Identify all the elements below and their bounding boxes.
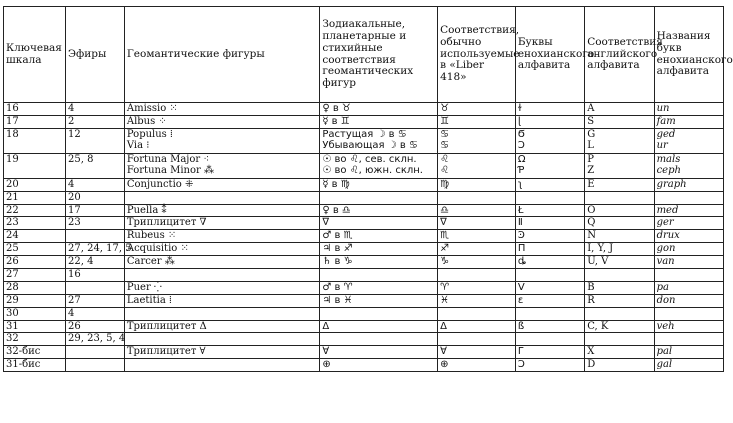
geomantic-figure-cell: Puella ⁑: [124, 204, 320, 217]
geomantic-figure-cell-line-1: Fortuna Major ⁖: [126, 153, 210, 165]
key-scale-cell: 32: [4, 333, 66, 346]
zodiac-cell: [320, 333, 438, 346]
aethyr-cell: 27, 24, 17, 5: [66, 243, 125, 256]
zodiac-cell: [320, 191, 438, 204]
geomantic-figure-cell: [124, 153, 320, 178]
enochian-letter-cell: ε: [515, 294, 584, 307]
geomantic-figure-cell: [124, 128, 320, 153]
enochian-letter-cell: Ⅱ: [515, 217, 584, 230]
aethyr-cell: [66, 281, 125, 294]
table-row: [4, 191, 724, 204]
geomantic-figure-cell: Laetitia ⁞: [124, 294, 320, 307]
liber-cell: ⊕: [438, 359, 516, 372]
enochian-name-cell: [654, 128, 723, 153]
english-letter-cell: O: [585, 204, 654, 217]
english-letter-cell: R: [585, 294, 654, 307]
table-row: [4, 281, 724, 294]
liber-cell: ♏: [438, 230, 516, 243]
key-scale-cell: 30: [4, 307, 66, 320]
table-row: [4, 333, 724, 346]
geomantic-figure-cell: [124, 191, 320, 204]
enochian-letter-cell: [515, 191, 584, 204]
zodiac-cell: ⊕: [320, 359, 438, 372]
aethyr-cell: 12: [66, 128, 125, 153]
english-letter-cell: I, Y, J: [585, 243, 654, 256]
geomantic-figure-cell: Acquisitio ⁙: [124, 243, 320, 256]
english-letter-cell: C, K: [585, 320, 654, 333]
aethyr-cell: 23: [66, 217, 125, 230]
enochian-letter-cell: [515, 333, 584, 346]
liber-cell: ♓: [438, 294, 516, 307]
aethyr-cell: 27: [66, 294, 125, 307]
enochian-name-cell: [654, 307, 723, 320]
liber-cell: ∇: [438, 217, 516, 230]
english-letter-cell-line-2: L: [587, 139, 594, 151]
table-row: [4, 103, 724, 116]
key-scale-cell: 29: [4, 294, 66, 307]
enochian-name-cell: gon: [654, 243, 723, 256]
english-letter-cell: [585, 153, 654, 178]
key-scale-cell: 20: [4, 178, 66, 191]
enochian-name-cell: graph: [654, 178, 723, 191]
enochian-letter-cell-line-2: Ͻ: [517, 139, 525, 151]
liber-cell: [438, 191, 516, 204]
geomantic-figure-cell: Триплицитет ∇: [124, 217, 320, 230]
aethyr-cell: [66, 359, 125, 372]
enochian-letter-cell: Ͽ: [515, 230, 584, 243]
liber-cell: ♎: [438, 204, 516, 217]
aethyr-cell: 16: [66, 269, 125, 282]
zodiac-cell: [320, 153, 438, 178]
zodiac-cell-line-1: ☉ во ♌, сев. склн.: [322, 153, 417, 165]
zodiac-cell: ♂ в ♈: [320, 281, 438, 294]
enochian-letter-cell: V: [515, 281, 584, 294]
enochian-letter-cell-line-1: Ϭ: [517, 128, 525, 140]
header-geomantic-figures: Геомантические фигуры: [124, 7, 320, 103]
geomantic-figure-cell: Carcer ⁂: [124, 256, 320, 269]
geomantic-figure-cell: Albus ⁘: [124, 115, 320, 128]
enochian-letter-cell: ɫ: [515, 103, 584, 116]
aethyr-cell: 26: [66, 320, 125, 333]
enochian-name-cell: fam: [654, 115, 723, 128]
aethyr-cell: 20: [66, 191, 125, 204]
geomantic-figure-cell: [124, 333, 320, 346]
table-row: [4, 153, 724, 178]
english-letter-cell: Q: [585, 217, 654, 230]
aethyr-cell: 4: [66, 307, 125, 320]
enochian-letter-cell: ß: [515, 320, 584, 333]
liber-cell-line-1: ♋: [440, 128, 450, 140]
header-row: [4, 7, 724, 103]
enochian-letter-cell: Ɔ: [515, 359, 584, 372]
liber-cell: ♍: [438, 178, 516, 191]
header-key-scale: Ключевая шкала: [4, 7, 66, 103]
enochian-name-cell: ger: [654, 217, 723, 230]
geomantic-figure-cell: [124, 269, 320, 282]
aethyr-cell: 2: [66, 115, 125, 128]
english-letter-cell-line-1: G: [587, 128, 596, 140]
english-letter-cell-line-1: P: [587, 153, 594, 165]
aethyr-cell: 29, 23, 5, 4: [66, 333, 125, 346]
zodiac-cell: ♃ в ♐: [320, 243, 438, 256]
enochian-name-cell: don: [654, 294, 723, 307]
table-row: [4, 128, 724, 153]
liber-cell: [438, 128, 516, 153]
enochian-letter-cell: ʅ: [515, 178, 584, 191]
aethyr-cell: 4: [66, 103, 125, 116]
enochian-letter-cell: [515, 153, 584, 178]
english-letter-cell: E: [585, 178, 654, 191]
aethyr-cell: [66, 346, 125, 359]
key-scale-cell: 25: [4, 243, 66, 256]
liber-cell: Δ: [438, 320, 516, 333]
liber-cell-line-1: ♌: [440, 153, 450, 165]
liber-cell: ♑: [438, 256, 516, 269]
english-letter-cell: [585, 128, 654, 153]
english-letter-cell: D: [585, 359, 654, 372]
header-aethyrs: Эфиры: [66, 7, 125, 103]
enochian-letter-cell-line-1: Ω: [517, 153, 526, 165]
enochian-name-cell: [654, 269, 723, 282]
enochian-name-cell: van: [654, 256, 723, 269]
geomantic-figure-cell: Rubeus ⁙: [124, 230, 320, 243]
english-letter-cell: S: [585, 115, 654, 128]
geomantic-figure-cell: Amissio ⁙: [124, 103, 320, 116]
table-row: [4, 346, 724, 359]
zodiac-cell: ☿ в ♊: [320, 115, 438, 128]
liber-cell: ♊: [438, 115, 516, 128]
key-scale-cell: 18: [4, 128, 66, 153]
key-scale-cell: 16: [4, 103, 66, 116]
enochian-letter-cell-line-2: Ƥ: [517, 164, 525, 176]
geomantic-figure-cell-line-2: Fortuna Minor ⁂: [126, 164, 214, 176]
zodiac-cell-line-1: Растущая ☽ в ♋: [322, 128, 407, 140]
table-row: [4, 307, 724, 320]
aethyr-cell: 4: [66, 178, 125, 191]
header-enochian-letters: Буквы енохианского алфавита: [515, 7, 584, 103]
table-row: [4, 256, 724, 269]
zodiac-cell: ♄ в ♑: [320, 256, 438, 269]
table-row: [4, 115, 724, 128]
key-scale-cell: 24: [4, 230, 66, 243]
table-row: [4, 230, 724, 243]
table-body: [4, 103, 724, 372]
liber-cell: [438, 333, 516, 346]
enochian-name-cell: veh: [654, 320, 723, 333]
english-letter-cell: N: [585, 230, 654, 243]
english-letter-cell: U, V: [585, 256, 654, 269]
key-scale-cell: 19: [4, 153, 66, 178]
key-scale-cell: 32-бис: [4, 346, 66, 359]
enochian-name-cell: pal: [654, 346, 723, 359]
table-row: [4, 217, 724, 230]
table-row: [4, 320, 724, 333]
geomantic-figure-cell: Триплицитет Δ: [124, 320, 320, 333]
enochian-name-cell: [654, 153, 723, 178]
aethyr-cell: [66, 230, 125, 243]
english-letter-cell: [585, 191, 654, 204]
table-row: [4, 359, 724, 372]
table-row: [4, 204, 724, 217]
aethyr-cell: 22, 4: [66, 256, 125, 269]
zodiac-cell: ♀ в ♎: [320, 204, 438, 217]
enochian-name-cell: un: [654, 103, 723, 116]
zodiac-cell: [320, 128, 438, 153]
zodiac-cell: ♀ в ♉: [320, 103, 438, 116]
geomantic-figure-cell-line-2: Via ⁝: [126, 139, 150, 151]
enochian-name-cell-line-2: ceph: [656, 164, 681, 176]
geomantic-figure-cell: [124, 307, 320, 320]
enochian-name-cell: pa: [654, 281, 723, 294]
zodiac-cell-line-2: Убывающая ☽ в ♋: [322, 139, 418, 151]
enochian-letter-cell: Π: [515, 243, 584, 256]
liber-cell: ♈: [438, 281, 516, 294]
english-letter-cell: [585, 333, 654, 346]
key-scale-cell: 26: [4, 256, 66, 269]
english-letter-cell: A: [585, 103, 654, 116]
english-letter-cell: B: [585, 281, 654, 294]
enochian-letter-cell: [515, 269, 584, 282]
zodiac-cell: ♃ в ♓: [320, 294, 438, 307]
enochian-name-cell-line-2: ur: [656, 139, 668, 151]
enochian-letter-cell: [515, 307, 584, 320]
liber-cell: ♐: [438, 243, 516, 256]
zodiac-cell: Δ: [320, 320, 438, 333]
enochian-letter-cell: Γ: [515, 346, 584, 359]
geomantic-figure-cell: Триплицитет ∀: [124, 346, 320, 359]
geomantic-figure-cell: Conjunctio ⁜: [124, 178, 320, 191]
zodiac-cell: ∇: [320, 217, 438, 230]
liber-cell: [438, 153, 516, 178]
enochian-letter-cell: ȡ: [515, 256, 584, 269]
enochian-letter-cell: Ł: [515, 204, 584, 217]
enochian-letter-cell: ɭ: [515, 115, 584, 128]
table-row: [4, 269, 724, 282]
zodiac-cell: ♂ в ♏: [320, 230, 438, 243]
header-enochian-names: Названия букв енохианского алфавита: [654, 7, 723, 103]
key-scale-cell: 21: [4, 191, 66, 204]
table-row: [4, 178, 724, 191]
key-scale-cell: 23: [4, 217, 66, 230]
aethyr-cell: 17: [66, 204, 125, 217]
header-zodiac-correspondences: Зодиакальные, планетарные и стихийные соответствия геомантических фигур: [320, 7, 438, 103]
aethyr-cell: 25, 8: [66, 153, 125, 178]
enochian-name-cell: [654, 333, 723, 346]
enochian-name-cell-line-1: ged: [656, 128, 676, 140]
enochian-name-cell: gal: [654, 359, 723, 372]
geomantic-figure-cell-line-1: Populus ⁞: [126, 128, 173, 140]
liber-cell-line-2: ♌: [440, 164, 450, 176]
liber-cell: [438, 307, 516, 320]
key-scale-cell: 27: [4, 269, 66, 282]
enochian-name-cell: med: [654, 204, 723, 217]
key-scale-cell: 22: [4, 204, 66, 217]
liber-cell: [438, 269, 516, 282]
key-scale-cell: 31: [4, 320, 66, 333]
key-scale-cell: 28: [4, 281, 66, 294]
liber-cell-line-2: ♋: [440, 139, 450, 151]
header-english-letters: Соответствия английского алфавита: [585, 7, 654, 103]
header-liber-418: Соответствия, обычно используемые в «Liber 418»: [438, 7, 516, 103]
table-row: [4, 294, 724, 307]
zodiac-cell: ☿ в ♍: [320, 178, 438, 191]
zodiac-cell-line-2: ☉ во ♌, южн. склн.: [322, 164, 423, 176]
correspondence-table: [3, 6, 733, 372]
geomantic-figure-cell: Puer ⁛: [124, 281, 320, 294]
key-scale-cell: 17: [4, 115, 66, 128]
key-scale-cell: 31-бис: [4, 359, 66, 372]
enochian-name-cell-line-1: mals: [656, 153, 681, 165]
liber-cell: ♉: [438, 103, 516, 116]
zodiac-cell: [320, 307, 438, 320]
english-letter-cell: [585, 269, 654, 282]
zodiac-cell: [320, 269, 438, 282]
english-letter-cell: [585, 307, 654, 320]
zodiac-cell: ∀: [320, 346, 438, 359]
enochian-name-cell: [654, 191, 723, 204]
geomantic-figure-cell: [124, 359, 320, 372]
table-row: [4, 243, 724, 256]
english-letter-cell: X: [585, 346, 654, 359]
enochian-name-cell: drux: [654, 230, 723, 243]
english-letter-cell-line-2: Z: [587, 164, 595, 176]
liber-cell: ∀: [438, 346, 516, 359]
enochian-letter-cell: [515, 128, 584, 153]
